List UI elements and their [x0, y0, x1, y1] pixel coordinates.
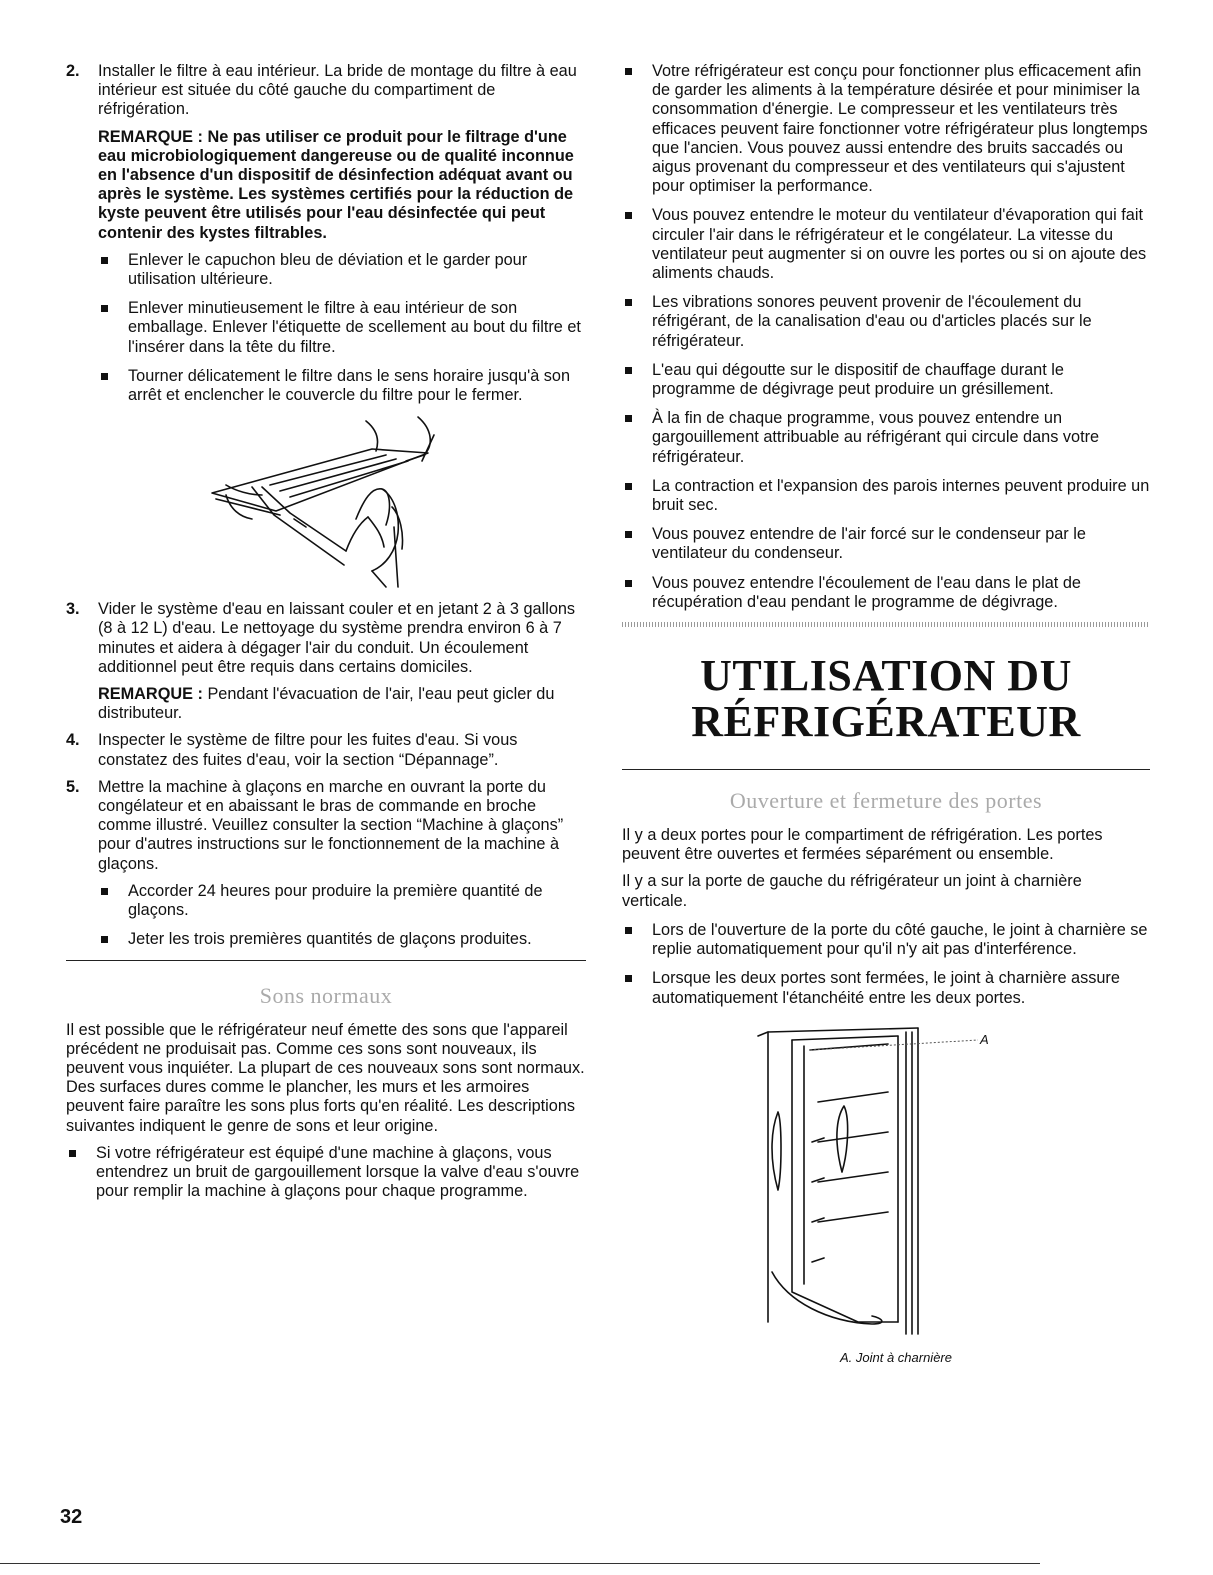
section-title-sons-normaux: Sons normaux: [259, 982, 393, 1008]
step-note: [98, 685, 586, 723]
list-item: Enlever le capuchon bleu de déviation et le garder pour utilisation ultérieure.: [98, 251, 586, 289]
list-item: Lors de l'ouverture de la porte du côté gauche, le joint à charnière se replie automatiquement pour qu'il n'y ait pas d'interférence.: [622, 921, 1150, 959]
step-2-bullets: [98, 251, 586, 405]
fridge-door-hinge-illustration: [748, 1022, 1008, 1342]
portes-bullets: [622, 921, 1150, 1008]
step-5: [66, 778, 586, 950]
warning-note: REMARQUE : Ne pas utiliser ce produit pour le filtrage d'une eau microbiologiquement dangereuse ou de qualité inconnue en l'absence d'un dispositif de désinfection adéquat avant ou après le système. Les systèmes certifiés pour la réduction de kyste peuvent être utilisés pour l'eau désinfectée qui peut contenir des kystes filtrables.: [98, 127, 574, 242]
step-text: Inspecter le système de filtre pour les fuites d'eau. Si vous constatez des fuites d'eau, voir la section “Dépannage”.: [98, 731, 518, 769]
step-2: [66, 62, 586, 405]
list-item: Jeter les trois premières quantités de glaçons produites.: [98, 930, 586, 949]
list-item: Vous pouvez entendre l'écoulement de l'eau dans le plat de récupération d'eau pendant le programme de dégivrage.: [622, 574, 1150, 612]
sons-bullets: [66, 1144, 586, 1202]
note-label: REMARQUE :: [98, 685, 203, 704]
note-text: Pendant l'évacuation de l'air, l'eau peut gicler du distributeur.: [98, 685, 555, 723]
figure-label-a: A: [980, 1031, 989, 1047]
list-item: La contraction et l'expansion des parois internes peuvent produire un bruit sec.: [622, 477, 1150, 515]
left-column: [66, 62, 586, 1211]
page-number: 32: [60, 1506, 83, 1528]
list-item: À la fin de chaque programme, vous pouvez entendre un gargouillement attribuable au réfrigérant qui circule dans votre réfrigérateur.: [622, 409, 1150, 467]
list-item: Tourner délicatement le filtre dans le sens horaire jusqu'à son arrêt et enclencher le couvercle du filtre pour le fermer.: [98, 367, 586, 405]
list-item: Vous pouvez entendre le moteur du ventilateur d'évaporation qui fait circuler l'air dans le réfrigérateur et le congélateur. La vitesse du ventilateur peut augmenter si on ouvre les portes ou si on ajoute des aliments chauds.: [622, 206, 1150, 283]
step-text: Vider le système d'eau en laissant couler et en jetant 2 à 3 gallons (8 à 12 L) d'eau. Le nettoyage du système prendra environ 6 à 7 minutes et aidera à dégager l'air du conduit. Un écoulement additionnel peut être requis dans certains domiciles.: [98, 600, 576, 676]
figure-caption: A. Joint à charnière: [839, 1349, 952, 1365]
chapter-title: [622, 653, 1150, 745]
step-number: 3.: [66, 600, 80, 619]
list-item: L'eau qui dégoutte sur le dispositif de chauffage durant le programme de dégivrage peut produire un grésillement.: [622, 361, 1150, 399]
footer-rule: [0, 1563, 1040, 1564]
portes-para-1: Il y a deux portes pour le compartiment de réfrigération. Les portes peuvent être ouvertes et fermées séparément ou ensemble.: [622, 826, 1103, 864]
list-item: Les vibrations sonores peuvent provenir de l'écoulement du réfrigérant, de la canalisation d'eau ou d'articles placés sur le réfrigérateur.: [622, 293, 1150, 351]
step-number: 5.: [66, 777, 80, 796]
step-number: 2.: [66, 62, 80, 80]
list-item: Vous pouvez entendre de l'air forcé sur le condenseur par le ventilateur du condenseur.: [622, 525, 1150, 563]
list-item: Lorsque les deux portes sont fermées, le joint à charnière assure automatiquement l'étanchéité entre les deux portes.: [622, 969, 1150, 1007]
section-divider: [66, 960, 586, 961]
sounds-bullets: [622, 62, 1150, 612]
step-text: Installer le filtre à eau intérieur. La bride de montage du filtre à eau intérieur est située du côté gauche du compartiment de réfrigération.: [98, 62, 577, 119]
right-column: [622, 62, 1150, 1365]
filter-installation-illustration: [196, 415, 456, 590]
list-item: Si votre réfrigérateur est équipé d'une machine à glaçons, vous entendrez un bruit de gargouillement lorsque la valve d'eau s'ouvre pour remplir la machine à glaçons pour chaque programme.: [66, 1144, 586, 1202]
section-divider: [622, 769, 1150, 770]
dotted-divider: [622, 622, 1150, 627]
chapter-title-line-2: RÉFRIGÉRATEUR: [691, 697, 1081, 747]
step-number: 4.: [66, 731, 80, 750]
list-item: Enlever minutieusement le filtre à eau intérieur de son emballage. Enlever l'étiquette de scellement au bout du filtre et l'insérer dans la tête du filtre.: [98, 299, 586, 357]
step-4: [66, 731, 586, 769]
list-item: Votre réfrigérateur est conçu pour fonctionner plus efficacement afin de garder les aliments à la température désirée et pour minimiser la consommation d'énergie. Le compresseur et les ventilateurs très efficaces peuvent faire fonctionner votre réfrigérateur plus longtemps que l'ancien. Vous pouvez aussi entendre des bruits saccadés ou aigus provenant du compresseur et des ventilateurs qui s'ajustent pour optimiser la performance.: [622, 62, 1150, 196]
step-text: Mettre la machine à glaçons en marche en ouvrant la porte du congélateur et en abaissant le bras de commande en broche comme illustré. Veuillez consulter la section “Machine à glaçons” pour d'autres instructions sur le fonctionnement de la machine à glaçons.: [98, 777, 564, 873]
portes-para-2: Il y a sur la porte de gauche du réfrigérateur un joint à charnière verticale.: [622, 872, 1082, 910]
list-item: Accorder 24 heures pour produire la première quantité de glaçons.: [98, 882, 586, 920]
step-3: [66, 600, 586, 723]
step-5-bullets: [98, 882, 586, 950]
section-title-portes: Ouverture et fermeture des portes: [729, 788, 1043, 814]
sons-intro: Il est possible que le réfrigérateur neuf émette des sons que l'appareil précédent ne produisait pas. Comme ces sons sont nouveaux, ils peuvent vous inquiéter. La plupart de ces nouveaux sons sont normaux. Des surfaces dures comme le plancher, les murs et les armoires peuvent faire paraître les sons plus forts qu'en réalité. Les descriptions suivantes indiquent le genre de sons et leur origine.: [66, 1020, 585, 1135]
chapter-title-line-1: UTILISATION DU: [700, 651, 1072, 701]
